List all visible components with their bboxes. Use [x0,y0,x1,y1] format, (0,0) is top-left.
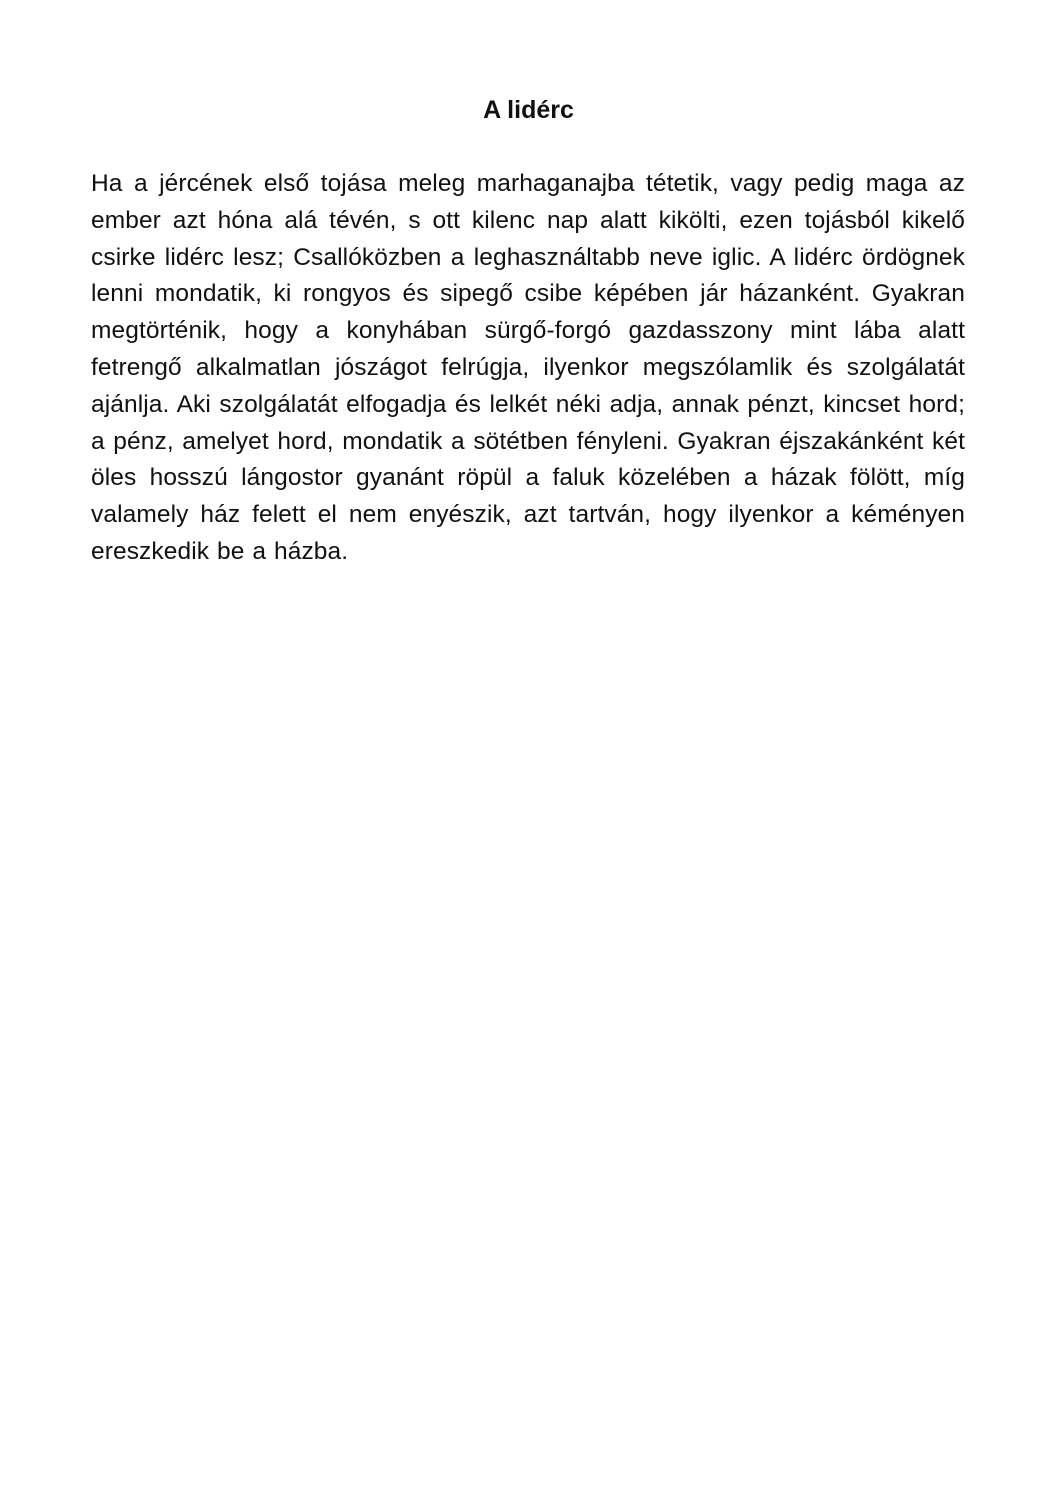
document-title: A lidérc [483,96,574,124]
body-paragraph: Ha a jércének első tojása meleg marhaganajba tétetik, vagy pedig maga az ember azt hóna alá tévén, s ott kilenc nap alatt kikölti, ezen tojásból kikelő csirke lidérc lesz; Csallóközben a leghasználtabb neve iglic. A lidérc ördögnek lenni mondatik, ki rongyos és sipegő csibe képében jár házanként. Gyakran megtörténik, hogy a konyhában sürgő-forgó gazdasszony mint lába alatt fetrengő alkalmatlan jószágot felrúgja, ilyenkor megszólamlik és szolgálatát ajánlja. Aki szolgálatát elfogadja és lelkét néki adja, annak pénzt, kincset hord; a pénz, amelyet hord, mondatik a sötétben fényleni. Gyakran éjszakánként két öles hosszú lángostor gyanánt röpül a faluk közelében a házak fölött, míg valamely ház felett el nem enyészik, azt tartván, hogy ilyenkor a kéményen ereszkedik be a házba. [91,170,965,565]
